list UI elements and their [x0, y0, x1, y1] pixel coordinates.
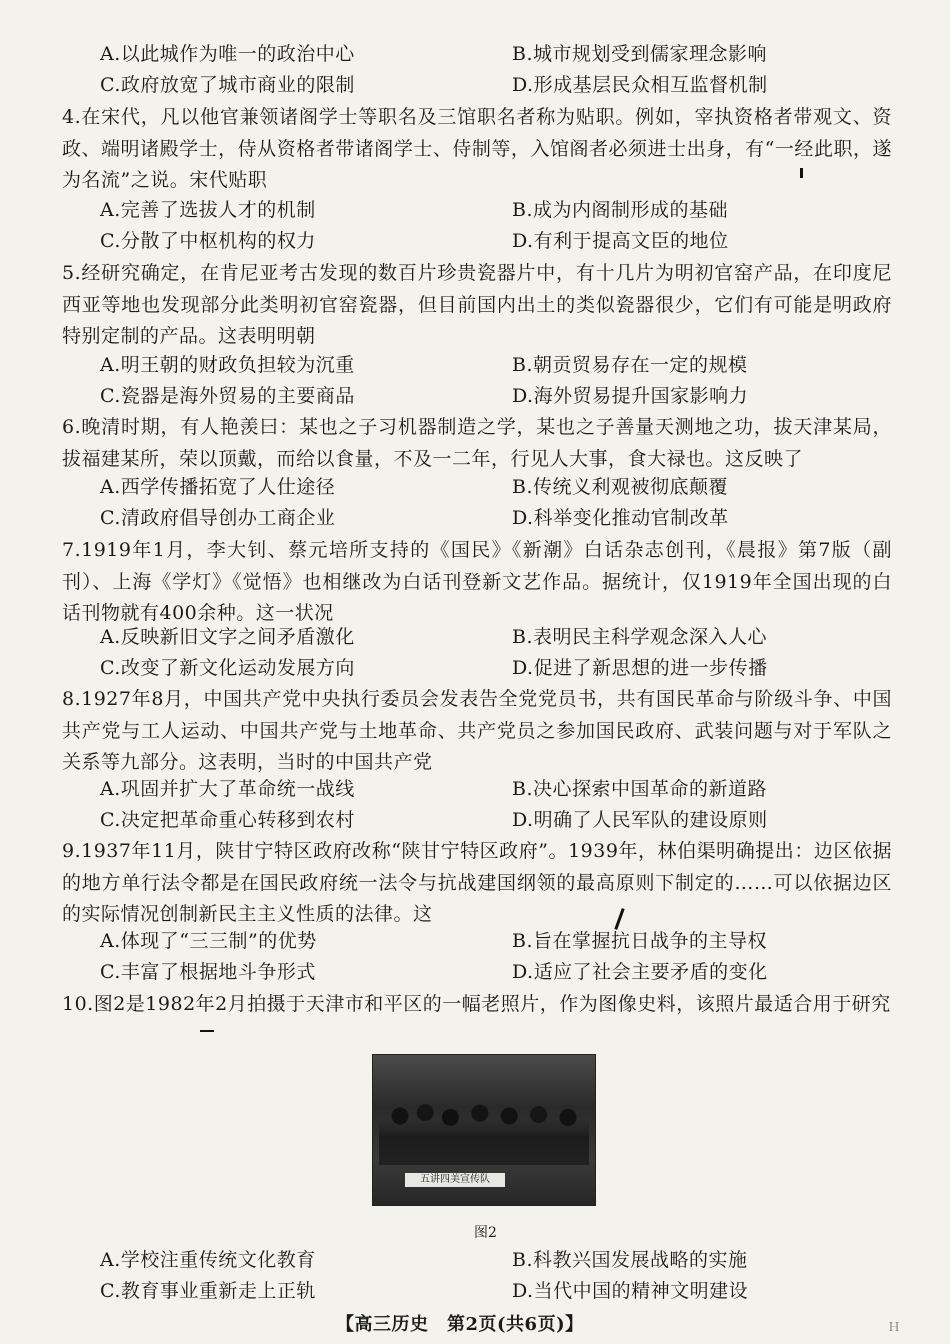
q9-option-c: C.丰富了根据地斗争形式	[100, 961, 316, 983]
q5-stem: 5.经研究确定，在肯尼亚考古发现的数百片珍贵瓷器片中，有十几片为明初官窑产品，在印度尼西亚等地也发现部分此类明初官窑瓷器，但目前国内出土的类似瓷器很少，它们有可能是明政府特别定制的产品。这表明明朝	[62, 262, 892, 347]
q4-option-d: D.有利于提高文臣的地位	[512, 230, 729, 252]
q9-stem: 9.1937年11月，陕甘宁特区政府改称“陕甘宁特区政府”。1939年，林伯渠明确提出：边区依据的地方单行法令都是在国民政府统一法令与抗战建国纲领的最高原则下制定的……可以依据边区的实际情况创制新民主主义性质的法律。这	[62, 840, 892, 925]
q3-option-c: C.政府放宽了城市商业的限制	[100, 74, 355, 96]
q4-option-a: A.完善了选拔人才的机制	[100, 199, 316, 221]
q10-option-c: C.教育事业重新走上正轨	[100, 1280, 316, 1302]
q7-option-d: D.促进了新思想的进一步传播	[512, 657, 768, 679]
q9-option-b: B.旨在掌握抗日战争的主导权	[512, 930, 768, 952]
q5-option-d: D.海外贸易提升国家影响力	[512, 385, 749, 407]
old-photo-figure2	[372, 1054, 596, 1206]
q7-stem: 7.1919年1月，李大钊、蔡元培所支持的《国民》《新潮》白话杂志创刊，《晨报》第7版（副刊）、上海《学灯》《觉悟》也相继改为白话刊登新文艺作品。据统计，仅1919年全国出现的白话刊物就有400余种。这一状况	[62, 539, 892, 624]
q3-option-d: D.形成基层民众相互监督机制	[512, 74, 768, 96]
q9-option-a: A.体现了“三三制”的优势	[100, 930, 317, 952]
q6-option-b: B.传统义利观被彻底颠覆	[512, 476, 729, 498]
q10-option-a: A.学校注重传统文化教育	[100, 1249, 316, 1271]
q7-option-a: A.反映新旧文字之间矛盾激化	[100, 626, 355, 648]
pen-mark	[800, 168, 803, 178]
q6-option-d: D.科举变化推动官制改革	[512, 507, 729, 529]
corner-mark: Ｈ	[888, 1320, 901, 1334]
q5-option-b: B.朝贡贸易存在一定的规模	[512, 354, 748, 376]
q3-option-a: A.以此城作为唯一的政治中心	[100, 43, 355, 65]
q10-stem: 10.图2是1982年2月拍摄于天津市和平区的一幅老照片，作为图像史料，该照片最适合用于研究	[62, 993, 891, 1015]
q4-option-c: C.分散了中枢机构的权力	[100, 230, 316, 252]
q4-option-b: B.成为内阁制形成的基础	[512, 199, 729, 221]
q8-option-b: B.决心探索中国革命的新道路	[512, 778, 768, 800]
q7-option-b: B.表明民主科学观念深入人心	[512, 626, 768, 648]
q4-stem: 4.在宋代，凡以他官兼领诸阁学士等职名及三馆职名者称为贴职。例如，宰执资格者带观文、资政、端明诸殿学士，侍从资格者带诸阁学士、侍制等，入馆阁者必须进士出身，有“一经此职，遂为名流”之说。宋代贴职	[62, 106, 892, 191]
photo-crowd	[379, 1095, 589, 1165]
q3-option-b: B.城市规划受到儒家理念影响	[512, 43, 768, 65]
q5-option-c: C.瓷器是海外贸易的主要商品	[100, 385, 355, 407]
q8-stem: 8.1927年8月，中国共产党中央执行委员会发表告全党党员书，共有国民革命与阶级斗争、中国共产党与工人运动、中国共产党与土地革命、共产党员之参加国民政府、武装问题与对于军队之关系等九部分。这表明，当时的中国共产党	[62, 688, 892, 773]
pen-mark	[200, 1030, 214, 1032]
q7-option-c: C.改变了新文化运动发展方向	[100, 657, 355, 679]
q8-option-c: C.决定把革命重心转移到农村	[100, 809, 355, 831]
q10-option-b: B.科教兴国发展战略的实施	[512, 1249, 748, 1271]
q5-option-a: A.明王朝的财政负担较为沉重	[100, 354, 355, 376]
q8-option-d: D.明确了人民军队的建设原则	[512, 809, 768, 831]
photo-banner: 五讲四美宣传队	[405, 1173, 505, 1187]
q6-option-a: A.西学传播拓宽了人仕途径	[100, 476, 336, 498]
q6-stem: 6.晚清时期，有人艳羡曰：某也之子习机器制造之学，某也之子善量天测地之功，拔天津某局，拔福建某所，荣以顶戴，而给以食量，不及一二年，行见人大事，食大禄也。这反映了	[62, 416, 892, 470]
page-footer: 【高三历史 第2页(共6页)】	[336, 1314, 584, 1335]
q6-option-c: C.清政府倡导创办工商企业	[100, 507, 336, 529]
figure-caption: 图2	[474, 1225, 497, 1241]
q10-option-d: D.当代中国的精神文明建设	[512, 1280, 749, 1302]
q8-option-a: A.巩固并扩大了革命统一战线	[100, 778, 355, 800]
q9-option-d: D.适应了社会主要矛盾的变化	[512, 961, 768, 983]
